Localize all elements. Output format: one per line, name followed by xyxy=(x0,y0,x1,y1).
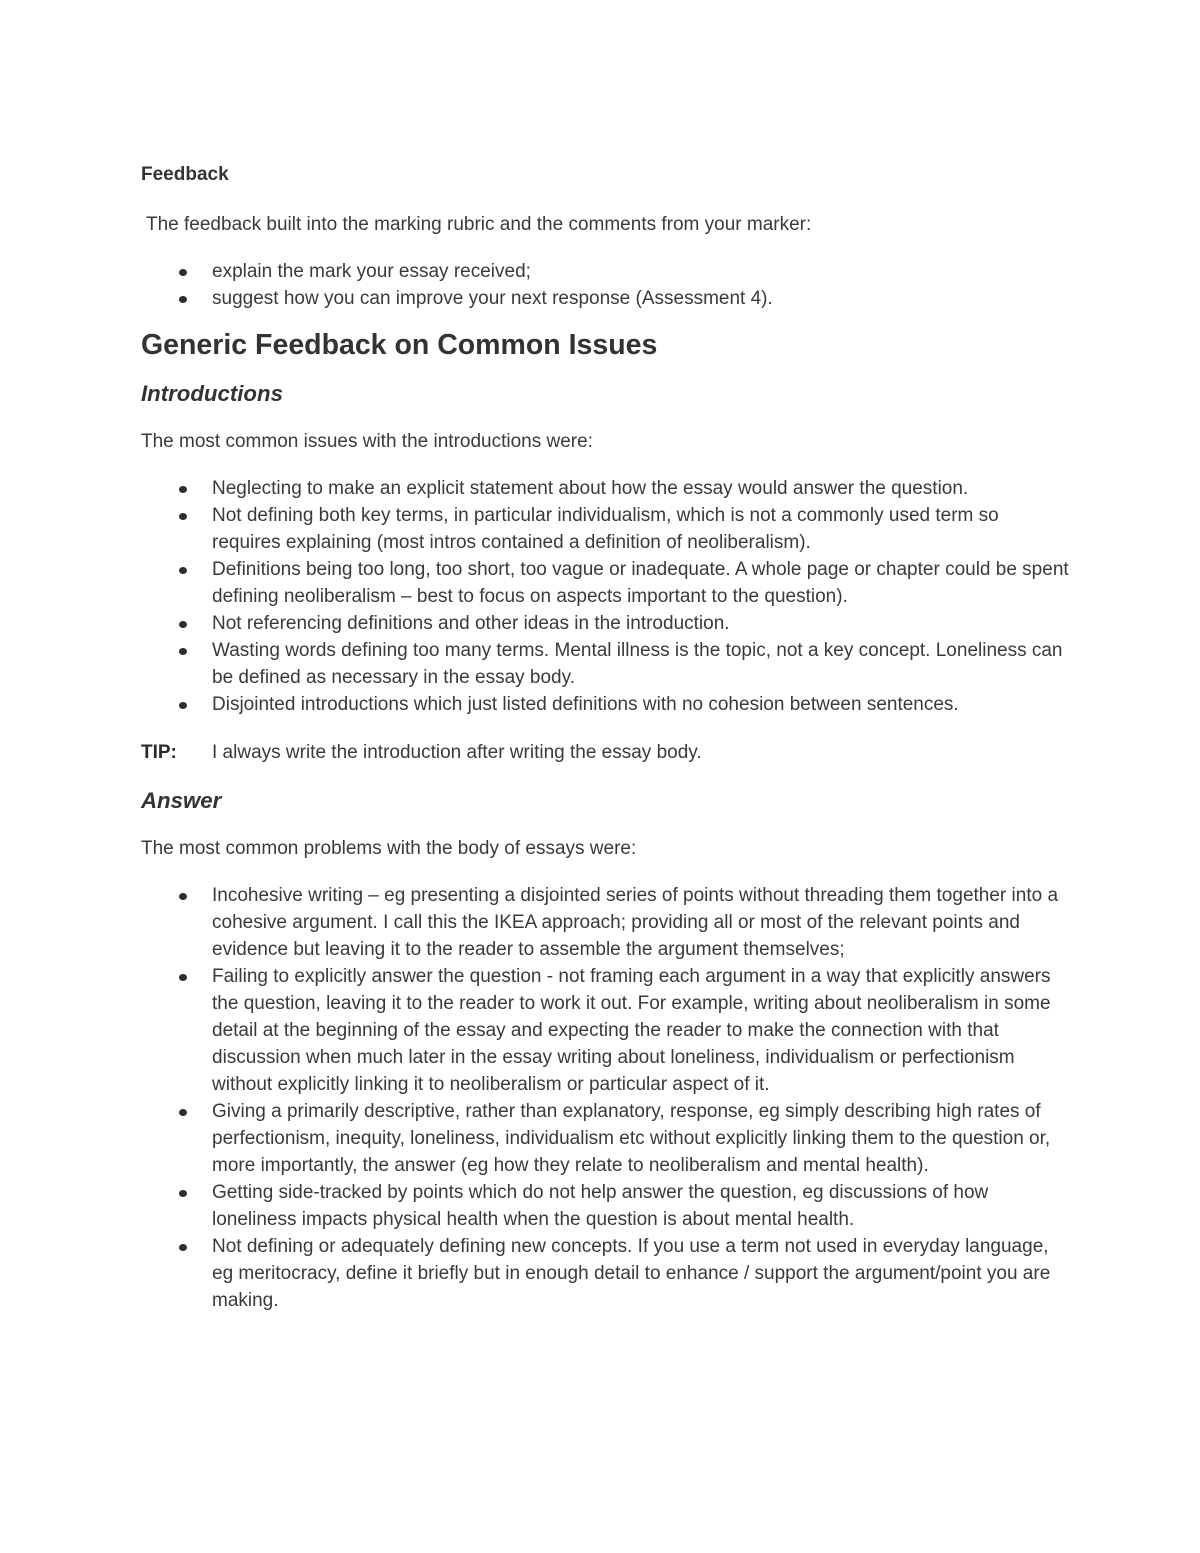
list-item: Not referencing definitions and other ideas in the introduction. xyxy=(141,610,1071,637)
document-body xyxy=(141,161,1071,1314)
introductions-list xyxy=(141,475,1071,718)
feedback-intro: The feedback built into the marking rubric and the comments from your marker: xyxy=(146,214,812,235)
list-item: suggest how you can improve your next response (Assessment 4). xyxy=(141,285,1071,312)
list-item: Giving a primarily descriptive, rather than explanatory, response, eg simply describing high rates of perfectionism, inequity, loneliness, individualism etc without explicitly linking them to the question or, more importantly, the answer (eg how they relate to neoliberalism and mental health). xyxy=(141,1098,1071,1179)
list-item: Neglecting to make an explicit statement about how the essay would answer the question. xyxy=(141,475,1071,502)
page-title: Feedback xyxy=(141,164,229,185)
subheading-introductions: Introductions xyxy=(141,381,283,406)
section-heading-generic: Generic Feedback on Common Issues xyxy=(141,329,658,361)
subheading-answer: Answer xyxy=(141,788,222,813)
introductions-lead: The most common issues with the introductions were: xyxy=(141,431,593,452)
list-item: Getting side-tracked by points which do not help answer the question, eg discussions of how loneliness impacts physical health when the question is about mental health. xyxy=(141,1179,1071,1233)
list-item: Failing to explicitly answer the question - not framing each argument in a way that explicitly answers the question, leaving it to the reader to work it out. For example, writing about neoliberalism in some detail at the beginning of the essay and expecting the reader to make the connection with that discussion when much later in the essay writing about loneliness, individualism or perfectionism without explicitly linking it to neoliberalism or particular aspect of it. xyxy=(141,963,1071,1098)
tip-note xyxy=(141,739,1071,766)
feedback-list xyxy=(141,258,1071,312)
list-item: Definitions being too long, too short, too vague or inadequate. A whole page or chapter could be spent defining neoliberalism – best to focus on aspects important to the question). xyxy=(141,556,1071,610)
list-item: explain the mark your essay received; xyxy=(141,258,1071,285)
tip-label: TIP: xyxy=(141,742,177,763)
list-item: Not defining or adequately defining new concepts. If you use a term not used in everyday language, eg meritocracy, define it briefly but in enough detail to enhance / support the argument/point you are making. xyxy=(141,1233,1071,1314)
tip-text: I always write the introduction after writing the essay body. xyxy=(212,742,702,763)
list-item: Disjointed introductions which just listed definitions with no cohesion between sentences. xyxy=(141,691,1071,718)
answer-list xyxy=(141,882,1071,1314)
list-item: Not defining both key terms, in particular individualism, which is not a commonly used term so requires explaining (most intros contained a definition of neoliberalism). xyxy=(141,502,1071,556)
answer-lead: The most common problems with the body of essays were: xyxy=(141,838,637,859)
list-item: Incohesive writing – eg presenting a disjointed series of points without threading them together into a cohesive argument. I call this the IKEA approach; providing all or most of the relevant points and evidence but leaving it to the reader to assemble the argument themselves; xyxy=(141,882,1071,963)
list-item: Wasting words defining too many terms. Mental illness is the topic, not a key concept. Loneliness can be defined as necessary in the essay body. xyxy=(141,637,1071,691)
